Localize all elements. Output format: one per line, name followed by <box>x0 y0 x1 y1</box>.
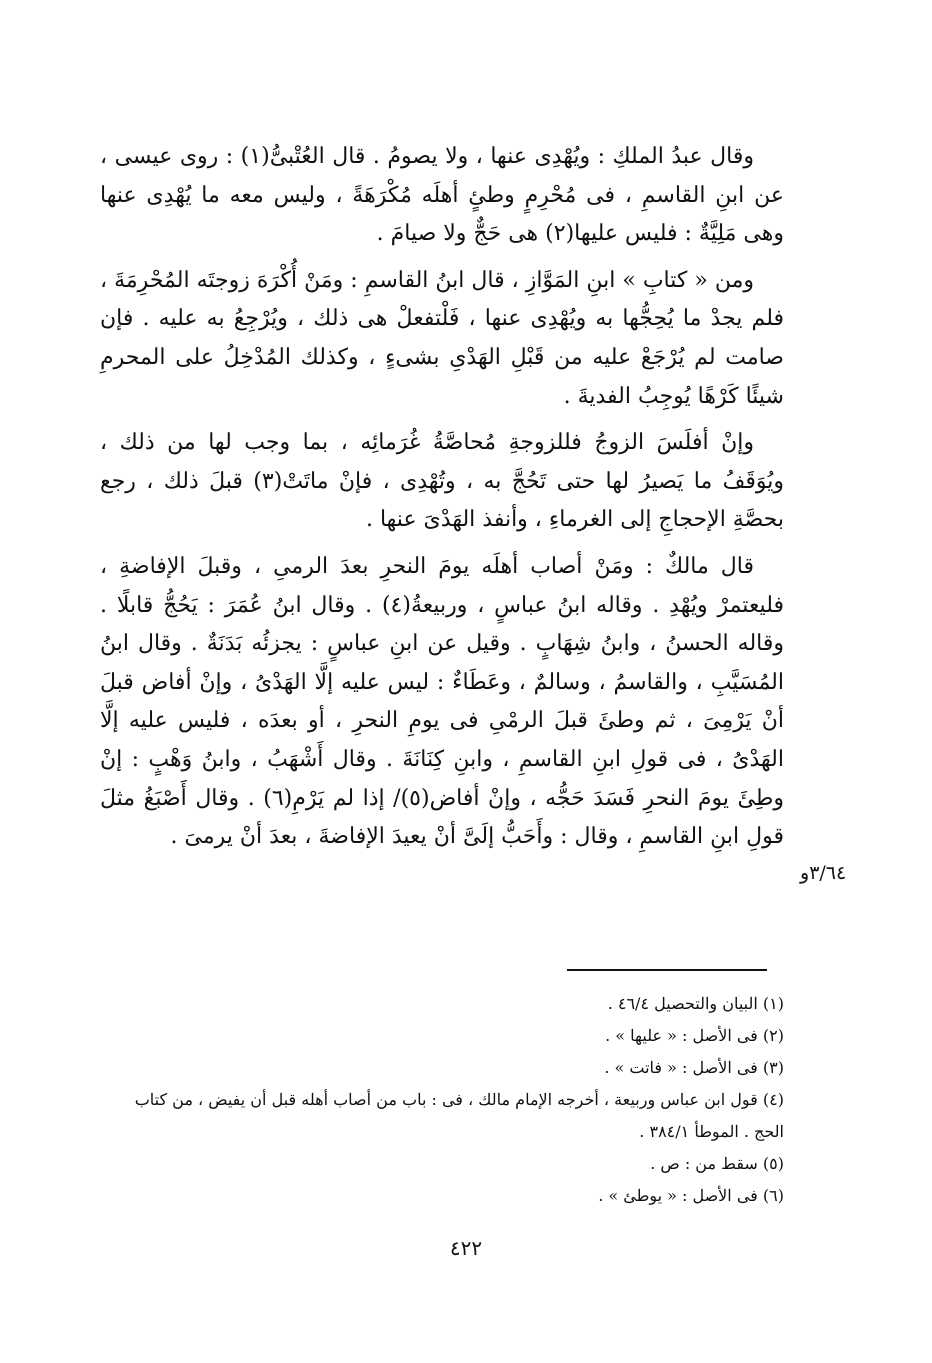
page-number: ٤٢٢ <box>449 1236 483 1260</box>
footnotes <box>100 988 784 1212</box>
paragraph: ومن « كتابِ » ابنِ المَوَّازِ ، قال ابنُ القاسمِ : ومَنْ أُكْرَهَ زوجتَه المُحْرِمَةَ ، فلم يجدْ ما يُحِجُّها به ويُهْدِى عنها ، فَلْتفعلْ هى ذلك ، ويُرْجِعُ به عليه . فإن صامت لم يُرْجَعْ عليه من قَبْلِ الهَدْىِ بشىءٍ ، وكذلك المُدْخِلُ على المحرمِ شيئًا كَرْهًا يُوجِبُ الفديةَ . <box>100 267 784 409</box>
footnote: (٥) سقط من : ص . <box>650 1154 784 1173</box>
paragraph: قال مالكٌ : ومَنْ أصاب أهلَه يومَ النحرِ بعدَ الرمىِ ، وقبلَ الإفاضةِ ، فليعتمرْ ويُهْدِ . وقاله ابنُ عباسٍ ، وربيعةُ(٤) . وقال ابنُ عُمَرَ : يَحُجُّ قابلًا . وقاله الحسنُ ، وابنُ شِهَابٍ . وقيل عن ابنِ عباسٍ : يجزئُه بَدَنَةٌ . وقال ابنُ المُسَيَّبِ ، والقاسمُ ، وسالمٌ ، وعَطَاءٌ : ليس عليه إلَّا الهَدْىُ ، وإنْ أفاض قبلَ أنْ يَرْمِىَ ، ثم وطئَ قبلَ الرمْىِ فى يومِ النحرِ ، أو بعدَه ، فليس عليه إلَّا الهَدْىُ ، فى قولِ ابنِ القاسمِ ، وابنِ كِنَانَةَ . وقال أَشْهَبُ ، وابنُ وَهْبٍ : إنْ وطِئَ يومَ النحرِ فَسَدَ حَجُّه ، وإنْ أفاض(٥)/ إذا لم يَرْمِ(٦) . وقال أَصْبَغُ مثلَ قولِ ابنِ القاسمِ ، وقال : وأَحَبُّ إلَىَّ أنْ يعيدَ الإفاضةَ ، بعدَ أنْ يرمىَ . <box>100 553 785 850</box>
footnote: (٤) قول ابن عباس وربيعة ، أخرجه الإمام مالك ، فى : باب من أصاب أهله قبل أن يفيض ، من كتاب الحج . الموطأ ٣٨٤/١ . <box>134 1090 784 1141</box>
paragraph: وإنْ أفلَسَ الزوجُ فللزوجةِ مُحاصَّةُ غُرَمائِه ، بما وجب لها من ذلك ، ويُوَقَفُ ما يَصيرُ لها حتى تَحُجَّ به ، وتُهْدِى ، فإنْ ماتَتْ(٣) قبلَ ذلك ، رجع بحصَّةِ الإحجاجِ إلى الغرماءِ ، وأنفذ الهَدْىَ عنها . <box>100 430 784 533</box>
footnote: (١) البيان والتحصيل ٤٦/٤ . <box>607 994 784 1013</box>
footnote: (٢) فى الأصل : « عليها » . <box>605 1026 784 1045</box>
paragraph: وقال عبدُ الملكِ : ويُهْدِى عنها ، ولا يصومُ . قال العُتْبىُّ(١) : روى عيسى ، عن ابنِ القاسمِ ، فى مُحْرِمٍ وطئٍ أهلَه مُكْرَهَةً ، وليس معه ما يُهْدِى عنها وهى مَلِيَّةٌ : فليس عليها(٢) هى حَجٌّ ولا صيامَ . <box>100 144 784 247</box>
footnote: (٣) فى الأصل : « فاتت » . <box>604 1058 784 1077</box>
footnote: (٦) فى الأصل : « يوطئ » . <box>598 1186 784 1205</box>
main-text <box>100 138 784 865</box>
footnote-divider <box>567 969 767 971</box>
margin-folio-reference: ٣/٦٤و <box>800 862 847 884</box>
